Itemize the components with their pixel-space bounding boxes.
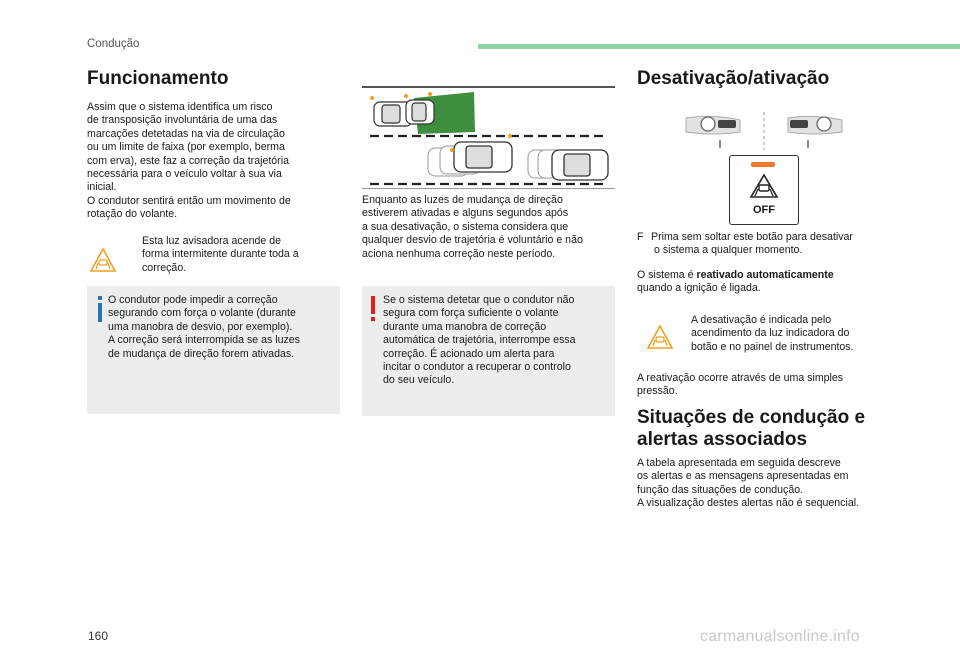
title-situacoes (637, 407, 865, 451)
text-line: qualquer desvio de trajetória é voluntário e não (362, 234, 583, 247)
title-line: Situações de condução e (637, 407, 866, 428)
text-line: A reativação ocorre através de uma simples (637, 372, 844, 384)
title-desativacao: Desativação/ativação (637, 68, 830, 89)
section-label: Condução (87, 38, 140, 50)
text-line: acendimento da luz indicadora do (691, 327, 850, 340)
page-number: 160 (88, 629, 109, 643)
reactivation-paragraph (637, 372, 897, 399)
text-span: O sistema é (637, 269, 697, 281)
watermark: carmanualsonline.info (700, 628, 860, 645)
lane-change-illustration (362, 88, 615, 188)
text-line: função das situações de condução. (637, 483, 804, 496)
deactivation-lamp-icon (646, 324, 674, 350)
text-line: do seu veículo. (383, 374, 455, 387)
text-line: Esta luz avisadora acende de (142, 235, 281, 247)
bullet-marker: F (637, 231, 644, 243)
table-intro-paragraph (637, 457, 907, 511)
text-line: A desativação é indicada pelo (691, 314, 832, 326)
text-line: durante uma manobra de correção (383, 320, 547, 333)
warning-exclamation-icon (369, 296, 377, 322)
text-line: botão e no painel de instrumentos. (691, 340, 854, 353)
lane-keep-car-icon (749, 173, 779, 199)
text-line: A visualização destes alertas não é sequencial. (637, 497, 860, 510)
text-line: forma intermitente durante toda a (142, 248, 299, 261)
off-label: OFF (753, 204, 775, 216)
text-line: Se o sistema detetar que o condutor não (383, 294, 575, 306)
text-line: Prima sem soltar este botão para desativar (651, 231, 853, 243)
text-line: A correção será interrompida se as luzes (108, 334, 300, 347)
deactivation-note (691, 314, 901, 354)
section-accent-bar (478, 44, 960, 49)
lamp-note (142, 235, 337, 275)
text-line: quando a ignição é ligada. (637, 282, 761, 295)
text-line: de mudança de direção forem ativadas. (108, 347, 295, 360)
illustration-bottom-rule (362, 188, 615, 189)
lane-warning-lamp-icon (89, 247, 117, 273)
text-line: O condutor pode impedir a correção (108, 294, 278, 306)
text-line: incitar o condutor a recuperar o controlo (383, 361, 571, 374)
turn-signal-paragraph (362, 194, 615, 261)
text-line: necessária para o veículo voltar à sua via (87, 168, 282, 181)
text-line: com erva), este faz a correção da trajetória (87, 154, 289, 167)
text-line: pressão. (637, 385, 678, 398)
text-line: o sistema a qualquer momento. (654, 244, 803, 257)
car-drifting (374, 100, 434, 126)
text-line: A tabela apresentada em seguida descreve (637, 457, 841, 469)
operation-paragraph (87, 101, 337, 222)
warning-box (362, 286, 615, 416)
text-line: aciona nenhuma correção neste período. (362, 247, 556, 260)
reactivate-paragraph (637, 269, 897, 296)
dashboard-illustration (684, 110, 844, 152)
info-box (87, 286, 340, 414)
text-line: segura com força suficiente o volante (383, 307, 559, 320)
text-line: O condutor sentirá então um movimento de (87, 194, 291, 207)
text-line: marcações detetadas na via de circulação (87, 127, 285, 140)
info-icon (95, 296, 105, 322)
deactivate-instruction (637, 231, 897, 258)
text-line: automática de trajetória, interrompe essa (383, 334, 576, 347)
text-line: rotação do volante. (87, 208, 178, 221)
text-line: correção. (142, 261, 187, 274)
text-line: estiverem ativadas e alguns segundos após (362, 207, 569, 220)
text-line: a sua desativação, o sistema considera que (362, 220, 569, 233)
text-line: ou um limite de faixa (por exemplo, berma (87, 141, 285, 154)
button-indicator-light (751, 162, 775, 167)
text-line: uma manobra de desvio, por exemplo). (108, 320, 293, 333)
text-line: inicial. (87, 181, 117, 194)
text-line: os alertas e as mensagens apresentadas em (637, 470, 849, 483)
lane-assist-off-button[interactable] (729, 155, 799, 225)
text-emphasis: reativado automaticamente (696, 269, 834, 281)
text-line: Enquanto as luzes de mudança de direção (362, 194, 563, 206)
title-line: alertas associados (637, 428, 808, 450)
text-line: segurando com força o volante (durante (108, 307, 296, 320)
title-funcionamento: Funcionamento (87, 68, 229, 89)
text-line: correção. É acionado um alerta para (383, 347, 555, 360)
text-line: Assim que o sistema identifica um risco (87, 101, 273, 113)
text-line: de transposição involuntária de uma das (87, 114, 278, 127)
